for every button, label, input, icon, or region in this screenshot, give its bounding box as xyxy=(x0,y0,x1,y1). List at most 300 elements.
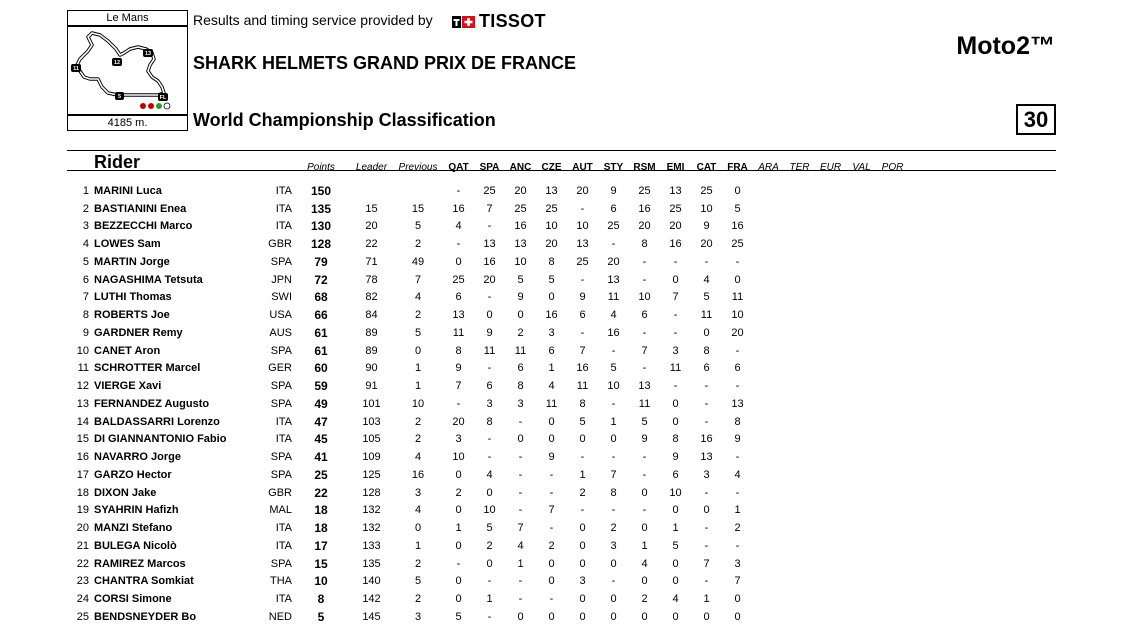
previous-gap-cell: 1 xyxy=(414,380,422,393)
round-result-cell: - xyxy=(611,238,616,251)
round-result-cell: - xyxy=(673,309,678,322)
round-result-cell: - xyxy=(704,255,709,268)
sector-green-icon xyxy=(156,103,162,109)
rider-name-cell: SYAHRIN Hafizh xyxy=(94,504,179,517)
leader-gap-cell: 101 xyxy=(362,397,381,410)
round-result-cell: - xyxy=(518,486,523,499)
table-row xyxy=(67,200,908,218)
nation-cell: MAL xyxy=(269,504,292,517)
round-result-cell xyxy=(753,377,784,395)
round-result-cell xyxy=(753,395,784,413)
points-cell: 59 xyxy=(314,379,328,394)
round-result-cell: 9 xyxy=(517,291,524,304)
round-result-cell: 5 xyxy=(455,610,462,623)
round-result-cell xyxy=(846,502,877,520)
round-result-cell: 0 xyxy=(734,593,741,606)
table-row xyxy=(67,235,908,253)
round-result-cell xyxy=(877,235,908,253)
round-column-header: AUT xyxy=(572,162,593,173)
round-result-cell: 4 xyxy=(703,273,710,286)
points-cell: 15 xyxy=(314,556,328,571)
leader-gap-cell: 142 xyxy=(362,593,381,606)
round-result-cell: 16 xyxy=(576,362,589,375)
round-result-cell: 11 xyxy=(700,309,713,322)
round-result-cell: 8 xyxy=(517,380,524,393)
round-result-cell: 0 xyxy=(517,309,524,322)
previous-gap-cell: 0 xyxy=(414,522,422,535)
round-result-cell xyxy=(877,431,908,449)
round-result-cell: - xyxy=(735,344,740,357)
corner-label: 12 xyxy=(113,60,121,66)
round-result-cell: - xyxy=(456,238,461,251)
round-result-cell xyxy=(877,484,908,502)
leader-gap-cell: 140 xyxy=(362,575,381,588)
round-result-cell: 20 xyxy=(731,326,744,339)
round-result-cell: 1 xyxy=(579,468,586,481)
round-result-cell xyxy=(815,395,846,413)
round-result-cell xyxy=(753,413,784,431)
brand-name: TISSOT xyxy=(479,11,546,31)
round-result-cell xyxy=(784,537,815,555)
nation-cell: THA xyxy=(270,575,292,588)
points-cell: 47 xyxy=(314,414,328,429)
round-result-cell xyxy=(784,555,815,573)
round-result-cell: 16 xyxy=(483,255,496,268)
round-result-cell: 7 xyxy=(455,380,462,393)
round-result-cell xyxy=(784,306,815,324)
round-result-cell: 5 xyxy=(610,362,617,375)
round-result-cell: - xyxy=(518,468,523,481)
round-result-cell: - xyxy=(642,451,647,464)
round-result-cell: 13 xyxy=(483,238,496,251)
round-result-cell xyxy=(815,537,846,555)
points-cell: 10 xyxy=(314,574,328,589)
round-result-cell: 0 xyxy=(734,273,741,286)
previous-gap-cell: 16 xyxy=(411,468,425,481)
round-result-cell: 9 xyxy=(641,433,648,446)
table-row xyxy=(67,173,908,200)
round-result-cell: - xyxy=(735,380,740,393)
points-cell: 5 xyxy=(317,609,325,624)
rider-name-cell: NAVARRO Jorge xyxy=(94,451,181,464)
round-result-cell: 5 xyxy=(641,415,648,428)
round-result-cell xyxy=(877,324,908,342)
rider-name-cell: SCHROTTER Marcel xyxy=(94,362,201,375)
sector-red-icon xyxy=(148,103,154,109)
previous-gap-cell: 2 xyxy=(414,415,422,428)
round-result-cell: - xyxy=(642,504,647,517)
table-row xyxy=(67,466,908,484)
position-cell: 11 xyxy=(77,362,89,375)
round-result-cell: 1 xyxy=(610,415,617,428)
round-column-header: FRA xyxy=(727,162,748,173)
round-result-cell xyxy=(753,537,784,555)
round-result-cell xyxy=(846,537,877,555)
round-result-cell xyxy=(877,448,908,466)
round-result-cell: 9 xyxy=(703,220,710,233)
round-result-cell: 3 xyxy=(548,326,555,339)
section-title: World Championship Classification xyxy=(193,110,496,130)
round-result-cell: 10 xyxy=(452,451,465,464)
leader-column-header: Leader xyxy=(355,162,388,173)
round-column-header: TER xyxy=(789,162,810,173)
round-result-cell xyxy=(815,519,846,537)
nation-cell: ITA xyxy=(275,415,292,428)
round-result-cell xyxy=(846,484,877,502)
round-result-cell: - xyxy=(673,255,678,268)
round-result-cell: 10 xyxy=(545,220,558,233)
rider-name-cell: LUTHI Thomas xyxy=(94,291,172,304)
round-result-cell xyxy=(815,306,846,324)
round-result-cell: 0 xyxy=(641,486,648,499)
round-result-cell xyxy=(815,218,846,236)
round-result-cell: 0 xyxy=(548,557,555,570)
round-result-cell: - xyxy=(642,326,647,339)
round-result-cell: - xyxy=(549,593,554,606)
position-cell: 6 xyxy=(82,273,89,286)
round-result-cell xyxy=(815,502,846,520)
round-result-cell xyxy=(784,413,815,431)
round-result-cell: - xyxy=(580,504,585,517)
table-row xyxy=(67,324,908,342)
round-result-cell: 0 xyxy=(703,326,710,339)
round-result-cell xyxy=(846,555,877,573)
rider-name-cell: RAMIREZ Marcos xyxy=(94,557,186,570)
championship-table xyxy=(67,152,908,626)
round-result-cell xyxy=(815,590,846,608)
round-result-cell: - xyxy=(642,255,647,268)
table-row xyxy=(67,573,908,591)
table-row xyxy=(67,253,908,271)
round-result-cell: - xyxy=(611,575,616,588)
nation-cell: ITA xyxy=(275,433,292,446)
rider-name-cell: BASTIANINI Enea xyxy=(94,202,187,215)
position-cell: 23 xyxy=(76,575,89,588)
position-cell: 13 xyxy=(76,397,89,410)
round-result-cell: 6 xyxy=(579,309,586,322)
nation-cell: GER xyxy=(268,362,292,375)
round-result-cell: 0 xyxy=(703,504,710,517)
round-result-cell: - xyxy=(704,397,709,410)
round-result-cell: 11 xyxy=(514,344,527,357)
round-result-cell: - xyxy=(611,344,616,357)
position-cell: 8 xyxy=(82,309,89,322)
round-result-cell xyxy=(877,608,908,626)
round-result-cell xyxy=(877,173,908,200)
round-result-cell: - xyxy=(580,273,585,286)
round-result-cell: 0 xyxy=(579,522,586,535)
round-result-cell xyxy=(753,253,784,271)
round-result-cell: 7 xyxy=(703,557,710,570)
round-result-cell xyxy=(784,324,815,342)
round-result-cell: 25 xyxy=(731,238,744,251)
round-result-cell: 7 xyxy=(734,575,741,588)
rider-name-cell: DIXON Jake xyxy=(94,486,157,499)
position-cell: 9 xyxy=(82,326,89,339)
round-result-cell xyxy=(753,466,784,484)
round-result-cell xyxy=(815,271,846,289)
rider-name-cell: MARINI Luca xyxy=(94,184,162,197)
round-result-cell: - xyxy=(518,451,523,464)
round-result-cell: 16 xyxy=(607,326,620,339)
provider-text: Results and timing service provided by xyxy=(193,12,433,28)
round-result-cell: - xyxy=(673,380,678,393)
round-result-cell: 5 xyxy=(579,415,586,428)
round-result-cell xyxy=(753,484,784,502)
circuit-length: 4185 m. xyxy=(67,115,188,131)
round-result-cell xyxy=(846,466,877,484)
round-result-cell xyxy=(815,235,846,253)
rider-name-cell: BULEGA Nicolò xyxy=(94,539,177,552)
round-result-cell xyxy=(784,502,815,520)
round-result-cell xyxy=(815,173,846,200)
table-row xyxy=(67,519,908,537)
round-result-cell xyxy=(846,271,877,289)
points-cell: 150 xyxy=(310,183,332,198)
round-result-cell: 5 xyxy=(672,539,679,552)
round-result-cell: 7 xyxy=(641,344,648,357)
points-cell: 25 xyxy=(314,467,328,482)
round-result-cell: - xyxy=(735,539,740,552)
round-result-cell: - xyxy=(518,504,523,517)
round-result-cell: 13 xyxy=(607,273,620,286)
round-result-cell: 0 xyxy=(517,610,524,623)
round-result-cell: 11 xyxy=(607,291,620,304)
round-result-cell: 0 xyxy=(672,273,679,286)
points-cell: 45 xyxy=(314,432,328,447)
round-result-cell xyxy=(877,253,908,271)
round-result-cell: - xyxy=(580,202,585,215)
round-result-cell: 20 xyxy=(545,238,558,251)
leader-gap-cell: 89 xyxy=(365,344,378,357)
round-result-cell: 20 xyxy=(576,184,589,197)
corner-label: FL xyxy=(159,95,167,101)
round-result-cell: 0 xyxy=(455,593,462,606)
rider-name-cell: LOWES Sam xyxy=(94,238,161,251)
round-result-cell: 4 xyxy=(486,468,493,481)
round-result-cell: 3 xyxy=(517,397,524,410)
position-cell: 3 xyxy=(82,220,89,233)
round-result-cell xyxy=(846,590,877,608)
round-result-cell xyxy=(846,289,877,307)
rider-name-cell: VIERGE Xavi xyxy=(94,380,162,393)
round-result-cell: 16 xyxy=(700,433,713,446)
round-result-cell: - xyxy=(518,415,523,428)
round-result-cell: 5 xyxy=(548,273,555,286)
round-result-cell: - xyxy=(704,575,709,588)
round-result-cell: 10 xyxy=(576,220,589,233)
round-result-cell xyxy=(753,235,784,253)
rider-name-cell: CANET Aron xyxy=(94,344,161,357)
nation-cell: SPA xyxy=(270,397,292,410)
round-result-cell xyxy=(784,448,815,466)
round-result-cell xyxy=(784,200,815,218)
round-result-cell: 8 xyxy=(455,344,462,357)
table-row xyxy=(67,448,908,466)
points-cell: 49 xyxy=(314,396,328,411)
round-result-cell: 0 xyxy=(672,575,679,588)
rider-name-cell: CHANTRA Somkiat xyxy=(94,575,194,588)
round-result-cell: - xyxy=(487,575,492,588)
round-result-cell: - xyxy=(704,539,709,552)
round-result-cell xyxy=(846,413,877,431)
round-result-cell: 9 xyxy=(672,451,679,464)
leader-gap-cell: 91 xyxy=(365,380,378,393)
round-result-cell xyxy=(784,466,815,484)
previous-gap-cell: 5 xyxy=(414,220,422,233)
round-result-cell xyxy=(846,200,877,218)
round-result-cell: 1 xyxy=(703,593,710,606)
round-result-cell xyxy=(753,431,784,449)
round-result-cell xyxy=(846,306,877,324)
round-result-cell: 9 xyxy=(486,326,493,339)
round-result-cell xyxy=(784,271,815,289)
round-result-cell: - xyxy=(611,397,616,410)
round-result-cell: 13 xyxy=(731,397,744,410)
round-result-cell: 0 xyxy=(672,504,679,517)
nation-cell: JPN xyxy=(271,273,292,286)
leader-gap-cell: 84 xyxy=(365,309,378,322)
round-result-cell xyxy=(784,519,815,537)
position-cell: 15 xyxy=(76,433,89,446)
nation-cell: NED xyxy=(268,610,292,623)
round-result-cell xyxy=(846,218,877,236)
round-result-cell: 3 xyxy=(610,539,617,552)
round-result-cell: 0 xyxy=(486,557,493,570)
previous-column-header: Previous xyxy=(398,162,438,173)
position-cell: 12 xyxy=(76,380,89,393)
rider-name-cell: MANZI Stefano xyxy=(94,522,173,535)
position-cell: 14 xyxy=(76,415,89,428)
round-result-cell xyxy=(784,235,815,253)
points-cell: 61 xyxy=(314,325,328,340)
round-result-cell xyxy=(877,306,908,324)
track-map-icon xyxy=(68,27,187,114)
round-result-cell xyxy=(815,253,846,271)
rider-name-cell: GARZO Hector xyxy=(94,468,172,481)
corner-label: 13 xyxy=(144,51,152,57)
nation-cell: SPA xyxy=(270,468,292,481)
previous-gap-cell: 2 xyxy=(414,433,422,446)
table-row xyxy=(67,271,908,289)
round-result-cell: 16 xyxy=(731,220,744,233)
round-result-cell xyxy=(784,608,815,626)
round-result-cell: - xyxy=(456,184,461,197)
leader-gap-cell: 132 xyxy=(362,522,381,535)
round-result-cell: 13 xyxy=(638,380,651,393)
round-result-cell xyxy=(815,608,846,626)
round-result-cell xyxy=(815,466,846,484)
round-result-cell: 8 xyxy=(548,255,555,268)
round-result-cell: 8 xyxy=(641,238,648,251)
round-result-cell xyxy=(784,342,815,360)
rider-name-cell: BALDASSARRI Lorenzo xyxy=(94,415,220,428)
nation-cell: ITA xyxy=(275,539,292,552)
table-row xyxy=(67,377,908,395)
round-result-cell: 20 xyxy=(607,255,620,268)
round-result-cell xyxy=(877,395,908,413)
leader-gap-cell: 90 xyxy=(365,362,378,375)
nation-cell: SWI xyxy=(271,291,292,304)
position-cell: 24 xyxy=(76,593,89,606)
rider-name-cell: NAGASHIMA Tetsuta xyxy=(94,273,203,286)
round-result-cell: 10 xyxy=(669,486,682,499)
nation-cell: ITA xyxy=(275,593,292,606)
round-result-cell: 4 xyxy=(734,468,741,481)
round-result-cell: 20 xyxy=(452,415,465,428)
points-cell: 22 xyxy=(314,485,328,500)
round-result-cell: 6 xyxy=(734,362,741,375)
round-result-cell: 0 xyxy=(455,468,462,481)
round-result-cell: 0 xyxy=(579,593,586,606)
round-column-header: EUR xyxy=(819,162,842,173)
points-cell: 61 xyxy=(314,343,328,358)
round-result-cell: 5 xyxy=(517,273,524,286)
round-column-header: ARA xyxy=(758,162,779,173)
round-column-header: POR xyxy=(881,162,904,173)
round-result-cell xyxy=(877,573,908,591)
tissot-logo xyxy=(452,11,546,31)
round-result-cell: 5 xyxy=(703,291,710,304)
round-result-cell: 2 xyxy=(548,539,555,552)
circuit-map xyxy=(67,26,188,115)
leader-gap-cell: 15 xyxy=(365,202,378,215)
round-column-header: STY xyxy=(603,162,624,173)
leader-gap-cell: 89 xyxy=(365,326,378,339)
points-cell: 68 xyxy=(314,290,328,305)
round-result-cell: 16 xyxy=(669,238,682,251)
leader-gap-cell: 22 xyxy=(365,238,378,251)
round-result-cell: 11 xyxy=(483,344,496,357)
round-result-cell: 16 xyxy=(545,309,558,322)
rider-name-cell: MARTIN Jorge xyxy=(94,255,170,268)
position-cell: 17 xyxy=(76,468,89,481)
round-result-cell: 25 xyxy=(669,202,682,215)
round-result-cell: 11 xyxy=(545,397,558,410)
round-result-cell: 10 xyxy=(483,504,496,517)
points-cell: 18 xyxy=(314,503,328,518)
round-result-cell xyxy=(846,342,877,360)
round-result-cell: 0 xyxy=(455,539,462,552)
round-result-cell xyxy=(784,218,815,236)
points-cell: 8 xyxy=(317,592,325,607)
round-result-cell xyxy=(753,200,784,218)
round-result-cell: 13 xyxy=(700,451,713,464)
round-column-header: QAT xyxy=(448,162,469,173)
round-result-cell xyxy=(846,608,877,626)
round-result-cell xyxy=(846,573,877,591)
round-result-cell xyxy=(877,413,908,431)
table-row xyxy=(67,484,908,502)
table-row xyxy=(67,502,908,520)
round-column-header: VAL xyxy=(852,162,871,173)
round-result-cell: - xyxy=(487,291,492,304)
round-result-cell: 0 xyxy=(641,610,648,623)
round-result-cell: - xyxy=(549,522,554,535)
round-result-cell: - xyxy=(487,451,492,464)
table-row xyxy=(67,218,908,236)
round-result-cell: 10 xyxy=(638,291,651,304)
round-result-cell xyxy=(784,590,815,608)
round-result-cell xyxy=(753,519,784,537)
round-result-cell xyxy=(846,324,877,342)
round-result-cell: 1 xyxy=(672,522,679,535)
round-result-cell xyxy=(846,173,877,200)
rider-name-cell: DI GIANNANTONIO Fabio xyxy=(94,433,227,446)
round-result-cell: - xyxy=(487,433,492,446)
round-result-cell: 0 xyxy=(455,504,462,517)
round-result-cell xyxy=(877,289,908,307)
